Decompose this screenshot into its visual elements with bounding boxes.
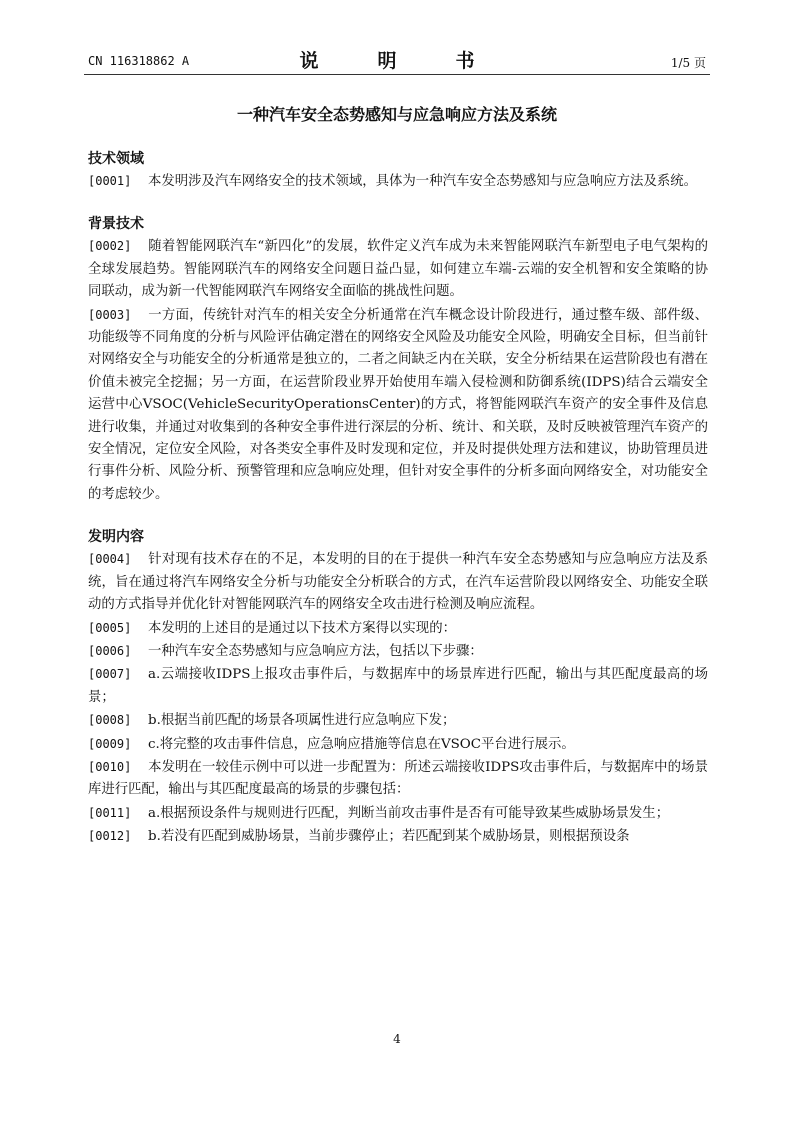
page-info: 1/5 页 xyxy=(670,56,706,70)
section-heading-technical-field: 技术领域 xyxy=(88,151,144,167)
header-divider xyxy=(84,74,710,75)
doc-type: 说 明 书 xyxy=(299,50,495,72)
paragraph-text: 一种汽车安全态势感知与应急响应方法，包括以下步骤： xyxy=(148,643,483,659)
document-title: 一种汽车安全态势感知与应急响应方法及系统 xyxy=(236,105,557,124)
paragraph-text: a.根据预设条件与规则进行匹配，判断当前攻击事件是否有可能导致某些威胁场景发生； xyxy=(148,805,670,821)
paragraph-number: [0009] xyxy=(88,736,132,751)
paragraph-number: [0007] xyxy=(88,667,132,682)
page-number: 4 xyxy=(393,1032,401,1046)
paragraph xyxy=(88,304,708,507)
paragraph-number: [0006] xyxy=(88,643,132,658)
paragraph xyxy=(88,640,708,663)
paragraph-text: 本发明在一较佳示例中可以进一步配置为：所述云端接收IDPS攻击事件后，与数据库中的场景库进行匹配，输出与其匹配度最高的场景的步骤包括： xyxy=(88,759,708,798)
paragraph-text: a.云端接收IDPS上报攻击事件后，与数据库中的场景库进行匹配，输出与其匹配度最高的场景； xyxy=(88,667,708,705)
paragraph-number: [0002] xyxy=(88,239,132,254)
paragraph-text: 本发明的上述目的是通过以下技术方案得以实现的： xyxy=(148,620,456,636)
paragraph-number: [0005] xyxy=(88,620,132,635)
paragraph-text: c.将完整的攻击事件信息，应急响应措施等信息在VSOC平台进行展示。 xyxy=(148,736,575,752)
paragraph xyxy=(88,170,708,193)
paragraph-text: 随着智能网联汽车“新四化”的发展，软件定义汽车成为未来智能网联汽车新型电子电气架构的全球发展趋势。智能网联汽车的网络安全问题日益凸显，如何建立车端-云端的安全机智和安全策略的协同联动，成为新一代智能网联汽车网络安全面临的挑战性问题。 xyxy=(88,239,708,300)
section-heading-background: 背景技术 xyxy=(88,216,144,233)
paragraph-number: [0012] xyxy=(88,829,132,844)
paragraph xyxy=(88,756,708,802)
paragraph-number: [0001] xyxy=(88,174,132,188)
paragraph xyxy=(88,733,708,756)
paragraph-text: 一方面，传统针对汽车的相关安全分析通常在汽车概念设计阶段进行，通过整车级、部件级、功能级等不同角度的分析与风险评估确定潜在的网络安全风险及功能安全风险，明确安全目标，但当前针对网络安全与功能安全的分析通常是独立的，二者之间缺乏内在关联，安全分析结果在运营阶段也有潜在价值未被完全挖掘；另一方面，在运营阶段业界开始使用车端入侵检测和防御系统(IDPS)结合云端安全运营中心VSOC(VehicleSecurityOperationsCenter)的方式，将智能网联汽车资产的安全事件及信息进行收集，并通过对收集到的各种安全事件进行深层的分析、统计、和关联，及时反映被管理汽车资产的安全情况，定位安全风险，对各类安全事件及时发现和定位，并及时提供处理方法和建议，协助管理员进行事件分析、风险分析、预警管理和应急响应处理，但针对安全事件的分析多面向网络安全，对功能安全的考虑较少。 xyxy=(88,307,708,502)
paragraph xyxy=(88,709,708,732)
paragraph-text: 本发明涉及汽车网络安全的技术领域，具体为一种汽车安全态势感知与应急响应方法及系统。 xyxy=(148,174,698,189)
paragraph-number: [0008] xyxy=(88,713,132,728)
section-heading-summary: 发明内容 xyxy=(88,529,144,546)
paragraph xyxy=(88,548,708,616)
paragraph-text: 针对现有技术存在的不足，本发明的目的在于提供一种汽车安全态势感知与应急响应方法及系统，旨在通过将汽车网络安全分析与功能安全分析联合的方式，在汽车运营阶段以网络安全、功能安全联动的方式指导并优化针对智能网联汽车的网络安全攻击进行检测及响应流程。 xyxy=(88,552,708,613)
paragraph-number: [0003] xyxy=(88,307,132,322)
paragraph-text: b.若没有匹配到威胁场景，当前步骤停止；若匹配到某个威胁场景，则根据预设条 xyxy=(148,829,630,845)
paragraph-number: [0004] xyxy=(88,552,132,567)
paragraph xyxy=(88,235,708,303)
document-body xyxy=(88,148,708,849)
paragraph-text: b.根据当前匹配的场景各项属性进行应急响应下发； xyxy=(148,713,456,729)
paragraph xyxy=(88,825,708,848)
paragraph xyxy=(88,663,708,709)
doc-number: CN 116318862 A xyxy=(88,54,190,68)
paragraph-number: [0011] xyxy=(88,805,132,820)
paragraph-number: [0010] xyxy=(88,759,132,774)
paragraph xyxy=(88,802,708,825)
paragraph xyxy=(88,617,708,640)
